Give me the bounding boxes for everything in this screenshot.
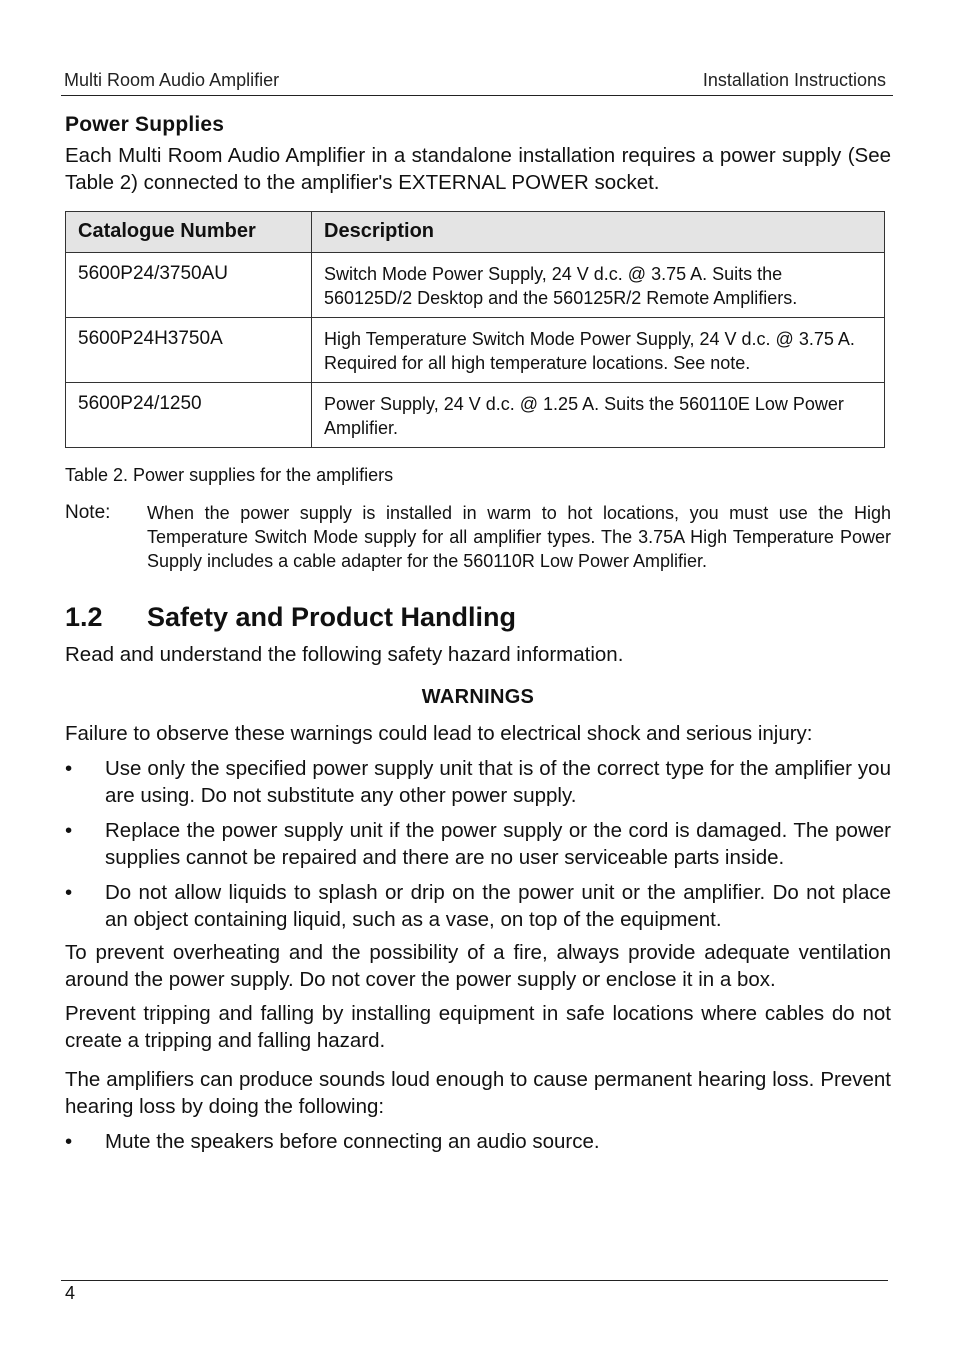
note-label: Note: <box>65 502 111 523</box>
bullet-glyph: • <box>65 819 73 842</box>
table-row <box>66 318 885 383</box>
warnings-intro: Failure to observe these warnings could lead to electrical shock and serious injury: <box>65 722 813 745</box>
header-rule <box>61 95 893 96</box>
power-supplies-heading: Power Supplies <box>65 113 225 136</box>
warnings-heading: WARNINGS <box>421 686 535 708</box>
footer-rule <box>61 1280 888 1281</box>
note-block <box>65 501 891 573</box>
section-title: Safety and Product Handling <box>147 602 517 632</box>
header-title: Multi Room Audio Amplifier <box>64 70 280 90</box>
description-cell: High Temperature Switch Mode Power Supply, 24 V d.c. @ 3.75 A. Required for all high temperature locations. See note. <box>312 318 885 383</box>
section-number: 1.2 <box>65 602 103 632</box>
tripping-paragraph: Prevent tripping and falling by installing equipment in safe locations where cables do not create a tripping and falling hazard. <box>65 1002 891 1052</box>
table-row <box>66 253 885 318</box>
description-cell: Switch Mode Power Supply, 24 V d.c. @ 3.75 A. Suits the 560125D/2 Desktop and the 560125R/2 Remote Amplifiers. <box>312 253 885 318</box>
warning-text: Use only the specified power supply unit that is of the correct type for the amplifier you are using. Do not substitute any other power supply. <box>105 757 891 807</box>
warning-text: Do not allow liquids to splash or drip on the power unit or the amplifier. Do not place an object containing liquid, such as a vase, on top of the equipment. <box>105 881 891 931</box>
header-section: Installation Instructions <box>702 70 886 90</box>
column-header-description: Description <box>312 212 885 253</box>
warnings-list <box>65 755 891 933</box>
bullet-glyph: • <box>65 1130 73 1153</box>
list-item <box>65 879 891 933</box>
catalogue-number-cell: 5600P24/3750AU <box>66 253 312 318</box>
hearing-list <box>65 1128 891 1155</box>
table-row <box>66 383 885 448</box>
power-supplies-intro: Each Multi Room Audio Amplifier in a standalone installation requires a power supply (See Table 2) connected to the amplifier's EXTERNAL POWER socket. <box>65 144 891 194</box>
list-item <box>65 817 891 871</box>
ventilation-paragraph: To prevent overheating and the possibility of a fire, always provide adequate ventilation around the power supply. Do not cover the power supply or enclose it in a box. <box>65 941 891 991</box>
hearing-item-text: Mute the speakers before connecting an audio source. <box>105 1130 600 1153</box>
running-header <box>64 70 886 94</box>
note-text: When the power supply is installed in warm to hot locations, you must use the High Temperature Switch Mode supply for all amplifier types. The 3.75A High Temperature Power Supply includes a cable adapter for the 560110R Low Power Amplifier. <box>147 503 891 571</box>
table-header-row <box>66 212 885 253</box>
list-item <box>65 755 891 809</box>
catalogue-number-cell: 5600P24H3750A <box>66 318 312 383</box>
safety-intro: Read and understand the following safety hazard information. <box>65 643 624 666</box>
bullet-glyph: • <box>65 757 73 780</box>
hearing-paragraph: The amplifiers can produce sounds loud enough to cause permanent hearing loss. Prevent hearing loss by doing the following: <box>65 1068 891 1118</box>
column-header-catalogue: Catalogue Number <box>66 212 312 253</box>
page-number: 4 <box>65 1283 76 1303</box>
description-cell: Power Supply, 24 V d.c. @ 1.25 A. Suits the 560110E Low Power Amplifier. <box>312 383 885 448</box>
list-item <box>65 1128 891 1155</box>
table-caption: Table 2. Power supplies for the amplifiers <box>65 465 394 485</box>
bullet-glyph: • <box>65 881 73 904</box>
catalogue-number-cell: 5600P24/1250 <box>66 383 312 448</box>
section-heading <box>65 599 891 635</box>
page-content <box>65 108 891 1155</box>
warning-text: Replace the power supply unit if the power supply or the cord is damaged. The power supplies cannot be repaired and there are no user serviceable parts inside. <box>105 819 891 869</box>
power-supplies-table <box>65 211 885 448</box>
